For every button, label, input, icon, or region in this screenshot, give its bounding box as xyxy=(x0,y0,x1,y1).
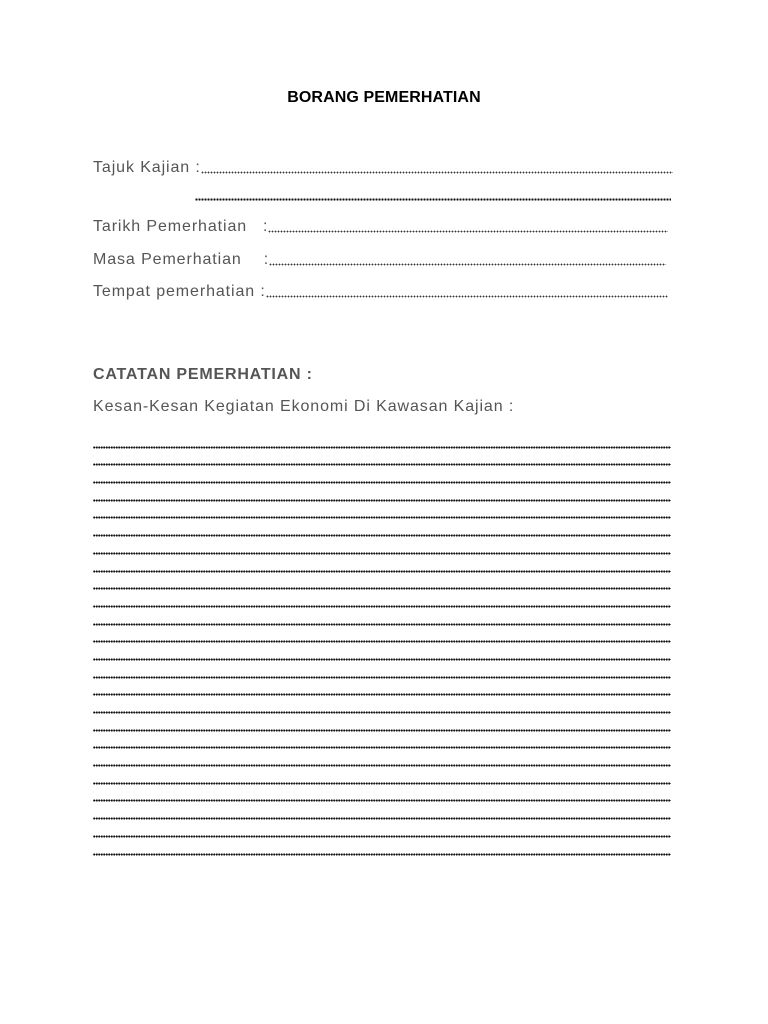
note-line[interactable] xyxy=(93,484,671,502)
note-line[interactable] xyxy=(93,732,671,750)
dotted-rule xyxy=(93,852,671,856)
note-line[interactable] xyxy=(93,466,671,484)
dotted-rule xyxy=(93,710,671,714)
note-line[interactable] xyxy=(93,573,671,591)
note-line[interactable] xyxy=(93,431,671,449)
dotted-rule xyxy=(93,480,671,484)
dotted-rule xyxy=(93,622,671,626)
note-line[interactable] xyxy=(93,749,671,767)
catatan-prompt: Kesan-Kesan Kegiatan Ekonomi Di Kawasan Kajian : xyxy=(93,398,515,415)
dotted-rule xyxy=(93,533,671,537)
note-line[interactable] xyxy=(93,555,671,573)
label-tempat-pemerhatian: Tempat pemerhatian : xyxy=(93,283,266,300)
dotted-rule xyxy=(93,551,671,555)
dotted-rule xyxy=(93,445,671,449)
catatan-heading: CATATAN PEMERHATIAN : xyxy=(93,366,313,383)
dotted-rule xyxy=(93,745,671,749)
label-tajuk-kajian: Tajuk Kajian : xyxy=(93,159,201,176)
note-line[interactable] xyxy=(93,626,671,644)
note-line[interactable] xyxy=(93,449,671,467)
field-tarikh-pemerhatian xyxy=(93,216,673,236)
dotted-rule xyxy=(93,763,671,767)
fill-line-masa-pemerhatian[interactable] xyxy=(269,249,666,266)
dotted-rule xyxy=(93,498,671,502)
dotted-rule xyxy=(93,569,671,573)
dotted-rule xyxy=(93,462,671,466)
label-masa-pemerhatian: Masa Pemerhatian xyxy=(93,251,242,268)
note-line[interactable] xyxy=(93,608,671,626)
field-masa-pemerhatian xyxy=(93,249,673,269)
form-title: BORANG PEMERHATIAN xyxy=(287,89,481,106)
note-line[interactable] xyxy=(93,767,671,785)
fill-line-tajuk-kajian-continued[interactable] xyxy=(195,195,671,201)
dotted-rule xyxy=(93,586,671,590)
note-line[interactable] xyxy=(93,820,671,838)
dotted-rule xyxy=(93,657,671,661)
note-line[interactable] xyxy=(93,643,671,661)
dotted-rule xyxy=(93,834,671,838)
note-line[interactable] xyxy=(93,696,671,714)
field-tempat-pemerhatian xyxy=(93,281,673,301)
note-line[interactable] xyxy=(93,802,671,820)
note-line[interactable] xyxy=(93,838,671,856)
colon-tarikh: : xyxy=(263,218,269,235)
dotted-rule xyxy=(93,816,671,820)
dotted-rule xyxy=(93,798,671,802)
dotted-rule xyxy=(93,692,671,696)
dotted-rule xyxy=(93,781,671,785)
note-line[interactable] xyxy=(93,537,671,555)
label-tarikh-pemerhatian: Tarikh Pemerhatian xyxy=(93,218,248,235)
fill-line-tajuk-kajian[interactable] xyxy=(201,157,673,174)
note-line[interactable] xyxy=(93,590,671,608)
dotted-rule xyxy=(93,604,671,608)
note-line[interactable] xyxy=(93,519,671,537)
note-line[interactable] xyxy=(93,661,671,679)
dotted-rule xyxy=(93,675,671,679)
note-line[interactable] xyxy=(93,714,671,732)
dotted-rule xyxy=(93,639,671,643)
fill-line-tempat-pemerhatian[interactable] xyxy=(266,281,668,298)
dotted-rule xyxy=(93,515,671,519)
note-line[interactable] xyxy=(93,502,671,520)
colon-masa: : xyxy=(263,251,270,268)
field-tajuk-kajian xyxy=(93,157,673,177)
note-line[interactable] xyxy=(93,679,671,697)
note-line[interactable] xyxy=(93,785,671,803)
note-lines xyxy=(93,431,671,856)
fill-line-tarikh-pemerhatian[interactable] xyxy=(268,216,668,233)
dotted-rule xyxy=(93,728,671,732)
